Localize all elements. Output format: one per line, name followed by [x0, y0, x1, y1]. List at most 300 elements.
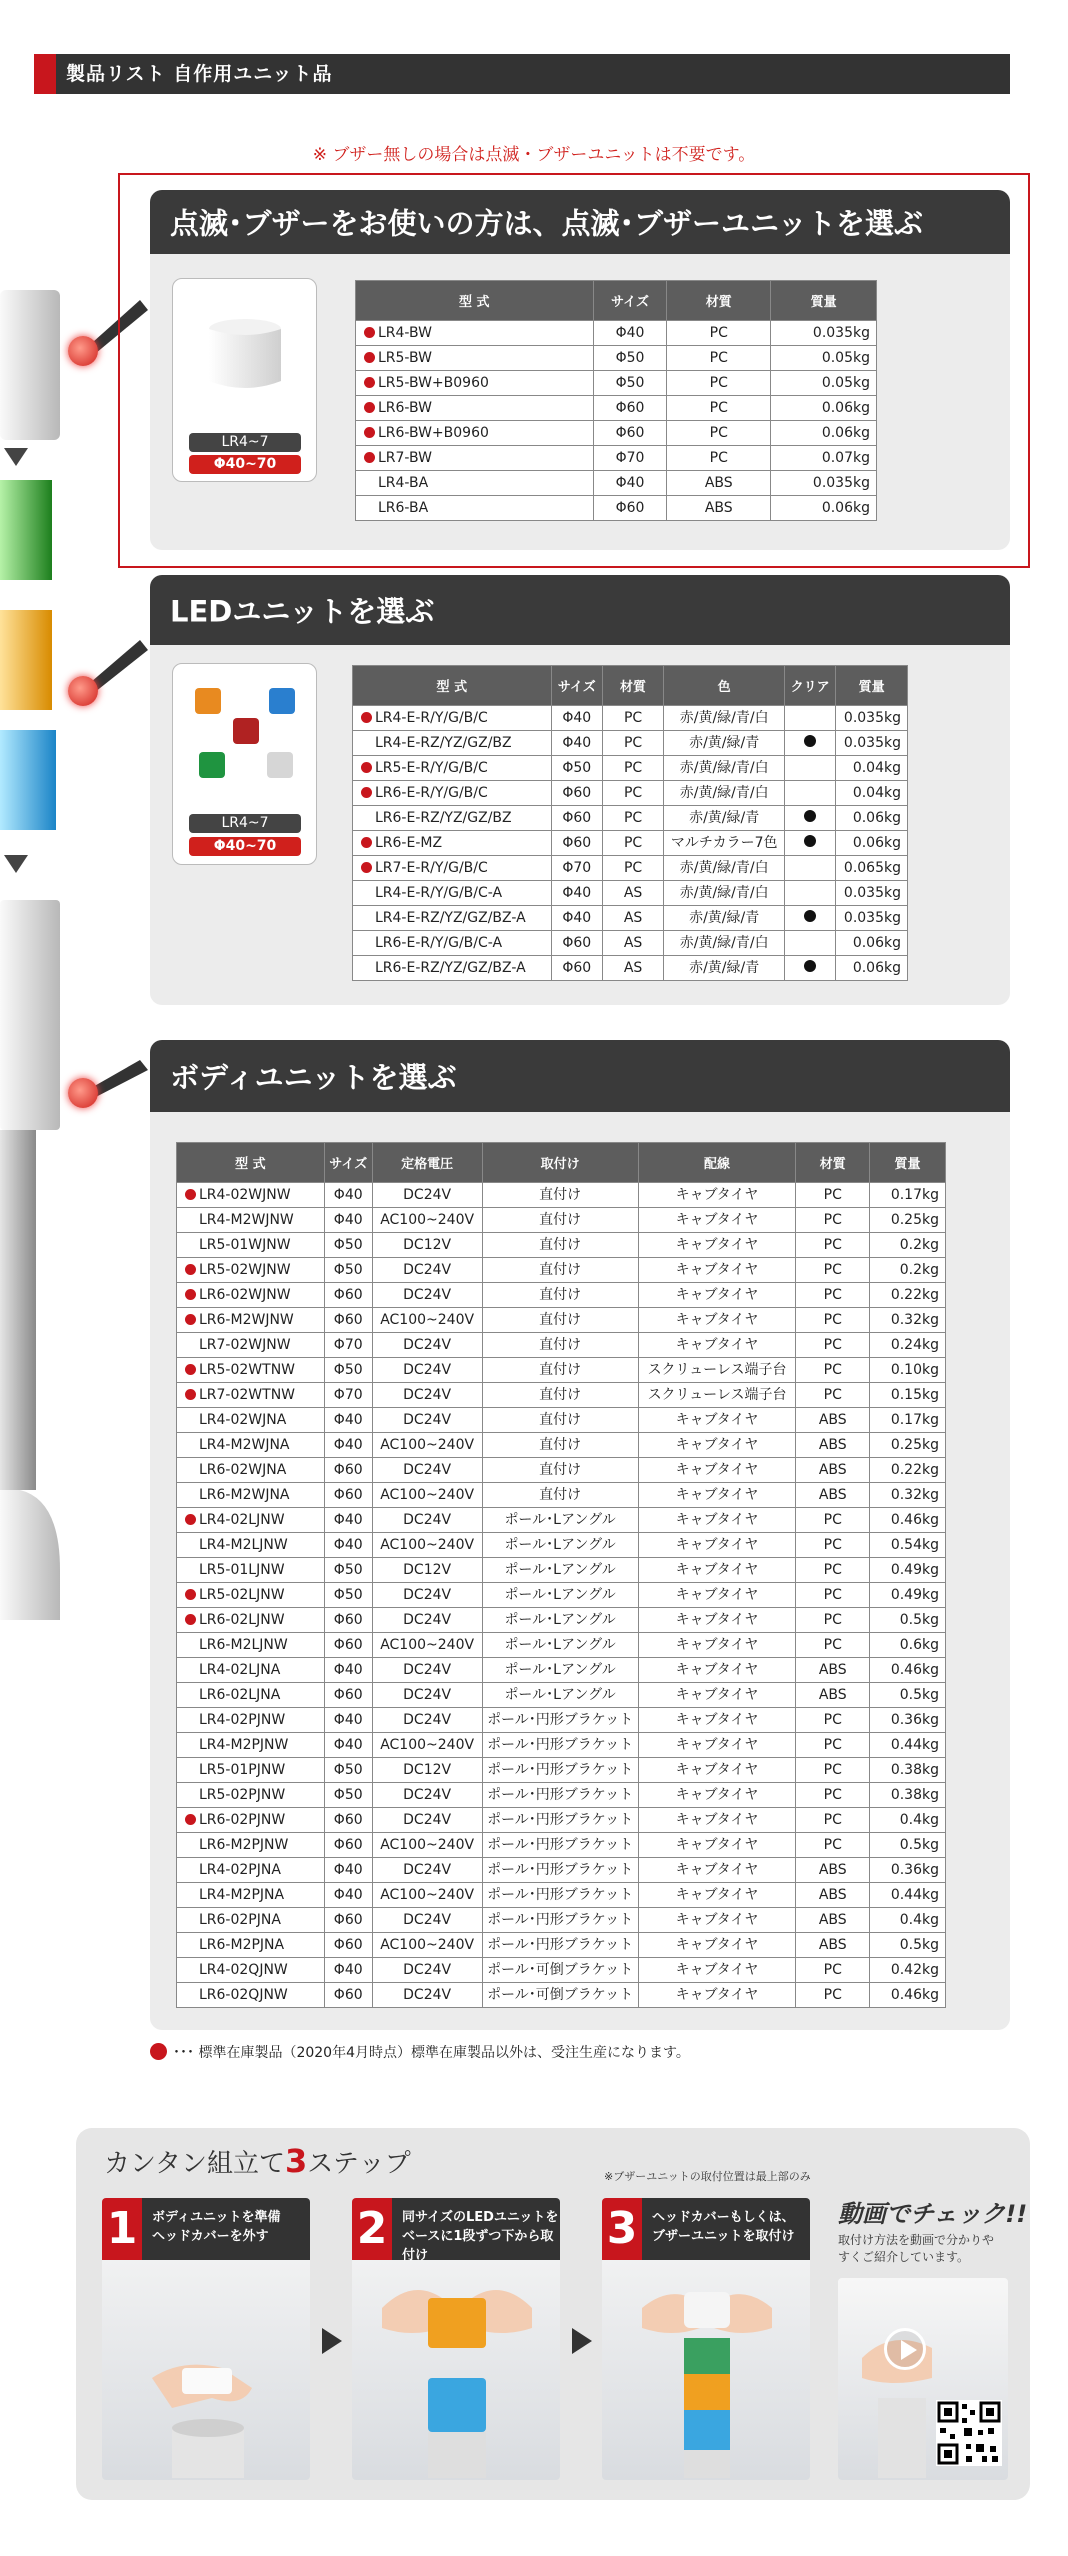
cell-voltage: DC24V: [372, 1583, 482, 1608]
cell-voltage: DC24V: [372, 1508, 482, 1533]
stock-dot-icon: [361, 762, 372, 773]
cell-model: [177, 1208, 325, 1233]
cell-material: PC: [667, 446, 771, 471]
cell-material: PC: [602, 831, 663, 856]
cell-voltage: DC24V: [372, 1708, 482, 1733]
cell-model: [177, 1958, 325, 1983]
cell-color: 赤/黄/緑/青/白: [664, 931, 785, 956]
col-material: 材質: [667, 281, 771, 321]
cell-wiring: キャブタイヤ: [638, 1708, 796, 1733]
table-row: [177, 1558, 946, 1583]
cell-model: [177, 1483, 325, 1508]
cell-mass: 0.4kg: [870, 1908, 946, 1933]
table-row: [177, 1883, 946, 1908]
cell-model: [356, 346, 594, 371]
cell-mass: 0.17kg: [870, 1183, 946, 1208]
cell-mount: ポール･Lアングル: [482, 1583, 638, 1608]
cell-wiring: キャブタイヤ: [638, 1233, 796, 1258]
step-3-card: [602, 2198, 810, 2480]
cell-size: Φ70: [324, 1333, 372, 1358]
cell-size: Φ60: [324, 1633, 372, 1658]
cell-mount: ポール･円形ブラケット: [482, 1833, 638, 1858]
cell-size: Φ40: [324, 1858, 372, 1883]
cell-model: [356, 371, 594, 396]
cell-material: PC: [602, 731, 663, 756]
cell-mass: 0.5kg: [870, 1608, 946, 1633]
cell-mass: 0.36kg: [870, 1858, 946, 1883]
cell-voltage: DC24V: [372, 1408, 482, 1433]
cell-material: ABS: [667, 471, 771, 496]
cell-color: 赤/黄/緑/青: [664, 731, 785, 756]
cell-wiring: スクリューレス端子台: [638, 1358, 796, 1383]
cell-mass: 0.17kg: [870, 1408, 946, 1433]
cell-model: [177, 1333, 325, 1358]
cell-material: ABS: [796, 1883, 870, 1908]
model-text: LR5-02WJNW: [199, 1262, 291, 1278]
cell-clear: [785, 906, 836, 931]
cell-wiring: キャブタイヤ: [638, 1658, 796, 1683]
cell-mount: ポール･円形ブラケット: [482, 1708, 638, 1733]
cell-mount: 直付け: [482, 1258, 638, 1283]
cell-mass: 0.5kg: [870, 1683, 946, 1708]
cell-material: PC: [796, 1958, 870, 1983]
model-text: LR7-BW: [378, 450, 432, 466]
buzzer-note: ※ ブザー無しの場合は点滅・ブザーユニットは不要です。: [312, 145, 756, 165]
cell-material: PC: [667, 346, 771, 371]
cell-voltage: DC24V: [372, 1908, 482, 1933]
header-accent: [34, 54, 56, 94]
cell-model: [356, 421, 594, 446]
model-text: LR4-M2PJNA: [199, 1887, 285, 1903]
cell-model: [353, 781, 552, 806]
table-row: [177, 1608, 946, 1633]
cell-clear: [785, 881, 836, 906]
cell-size: Φ50: [324, 1258, 372, 1283]
stock-dot-icon: [364, 452, 375, 463]
stock-dot-icon: [185, 1364, 196, 1375]
cell-material: ABS: [796, 1408, 870, 1433]
step-2-card: [352, 2198, 560, 2480]
step-1-card: [102, 2198, 310, 2480]
cell-material: PC: [796, 1558, 870, 1583]
cell-mass: 0.04kg: [836, 781, 908, 806]
cell-mass: 0.06kg: [836, 831, 908, 856]
led-label-size: Φ40~70: [189, 837, 301, 856]
model-text: LR4-02WJNA: [199, 1412, 287, 1428]
model-text: LR6-BW+B0960: [378, 425, 489, 441]
step-3-line2: ブザーユニットを取付け: [652, 2229, 795, 2244]
col-model: 型 式: [177, 1143, 325, 1183]
cell-mass: 0.06kg: [836, 956, 908, 981]
cell-voltage: DC24V: [372, 1783, 482, 1808]
video-card[interactable]: [838, 2278, 1008, 2480]
model-text: LR4-M2LJNW: [199, 1537, 288, 1553]
cell-mount: ポール･Lアングル: [482, 1608, 638, 1633]
buzzer-product-card: [172, 278, 317, 482]
cell-wiring: キャブタイヤ: [638, 1758, 796, 1783]
cell-mass: 0.04kg: [836, 756, 908, 781]
table-row: [177, 1658, 946, 1683]
cell-clear: [785, 931, 836, 956]
cell-voltage: DC24V: [372, 1333, 482, 1358]
play-icon[interactable]: [884, 2328, 926, 2370]
cell-wiring: キャブタイヤ: [638, 1608, 796, 1633]
table-row: [177, 1258, 946, 1283]
cell-model: [177, 1708, 325, 1733]
model-text: LR6-E-MZ: [375, 835, 443, 851]
led-product-card: [172, 663, 317, 865]
cell-model: [177, 1658, 325, 1683]
model-text: LR5-01LJNW: [199, 1562, 285, 1578]
cell-material: PC: [796, 1708, 870, 1733]
cell-mass: 0.25kg: [870, 1208, 946, 1233]
cell-size: Φ70: [551, 856, 602, 881]
model-text: LR7-02WTNW: [199, 1387, 296, 1403]
cell-mount: ポール･Lアングル: [482, 1558, 638, 1583]
cell-voltage: DC24V: [372, 1383, 482, 1408]
cell-material: PC: [796, 1533, 870, 1558]
cell-size: Φ50: [593, 371, 667, 396]
table-row: [177, 1383, 946, 1408]
cell-material: PC: [796, 1733, 870, 1758]
cell-size: Φ60: [324, 1608, 372, 1633]
cell-model: [353, 956, 552, 981]
model-text: LR5-BW: [378, 350, 432, 366]
cell-size: Φ70: [324, 1383, 372, 1408]
cell-material: PC: [667, 421, 771, 446]
assembly-steps-panel: [76, 2128, 1030, 2500]
model-text: LR6-E-RZ/YZ/GZ/BZ: [375, 810, 512, 826]
cell-material: PC: [796, 1308, 870, 1333]
cell-material: PC: [796, 1258, 870, 1283]
cell-material: AS: [602, 956, 663, 981]
cell-size: Φ50: [324, 1358, 372, 1383]
cell-model: [356, 446, 594, 471]
qr-code-icon[interactable]: [936, 2400, 1002, 2466]
cell-mount: ポール･円形ブラケット: [482, 1883, 638, 1908]
cell-voltage: AC100~240V: [372, 1633, 482, 1658]
table-row: [353, 781, 908, 806]
cell-color: マルチカラー7色: [664, 831, 785, 856]
clear-dot-icon: [804, 910, 816, 922]
cell-model: [177, 1683, 325, 1708]
cell-mount: ポール･可倒ブラケット: [482, 1983, 638, 2008]
model-text: LR6-M2PJNA: [199, 1937, 285, 1953]
model-text: LR5-01PJNW: [199, 1762, 286, 1778]
model-text: LR6-02PJNW: [199, 1812, 286, 1828]
cell-mass: 0.10kg: [870, 1358, 946, 1383]
cell-material: PC: [602, 706, 663, 731]
cell-voltage: AC100~240V: [372, 1308, 482, 1333]
pointer-dot-body: [68, 1078, 98, 1108]
cell-material: ABS: [796, 1858, 870, 1883]
cell-color: 赤/黄/緑/青/白: [664, 756, 785, 781]
cell-model: [177, 1608, 325, 1633]
table-row: [356, 471, 877, 496]
body-section-header: [150, 1040, 1010, 1112]
cell-material: PC: [796, 1333, 870, 1358]
table-row: [353, 881, 908, 906]
model-text: LR4-M2WJNA: [199, 1437, 290, 1453]
col-size: サイズ: [593, 281, 667, 321]
model-text: LR4-02PJNA: [199, 1862, 281, 1878]
cell-material: ABS: [796, 1933, 870, 1958]
col-clear: クリア: [785, 666, 836, 706]
cell-wiring: キャブタイヤ: [638, 1508, 796, 1533]
col-mass: 質量: [870, 1143, 946, 1183]
pointer-dot-led: [68, 676, 98, 706]
cell-size: Φ60: [551, 931, 602, 956]
cell-size: Φ40: [551, 706, 602, 731]
video-text-line2: すくご紹介しています。: [838, 2250, 970, 2264]
cell-material: PC: [602, 856, 663, 881]
model-text: LR6-BW: [378, 400, 432, 416]
cell-size: Φ60: [324, 1908, 372, 1933]
cell-model: [353, 906, 552, 931]
cell-model: [177, 1933, 325, 1958]
cell-model: [177, 1458, 325, 1483]
cell-wiring: キャブタイヤ: [638, 1308, 796, 1333]
cell-model: [353, 756, 552, 781]
cell-material: ABS: [796, 1683, 870, 1708]
body-table: [176, 1142, 946, 2008]
buzzer-label-model: LR4~7: [189, 433, 301, 452]
cell-size: Φ50: [324, 1583, 372, 1608]
stock-dot-icon: [185, 1189, 196, 1200]
cell-mount: ポール･Lアングル: [482, 1658, 638, 1683]
model-text: LR7-E-R/Y/G/B/C: [375, 860, 488, 876]
cell-material: ABS: [796, 1483, 870, 1508]
stock-dot-icon: [185, 1589, 196, 1600]
cell-model: [177, 1533, 325, 1558]
cell-mount: 直付け: [482, 1383, 638, 1408]
cell-size: Φ70: [593, 446, 667, 471]
stock-dot-icon: [185, 1264, 196, 1275]
cell-wiring: キャブタイヤ: [638, 1533, 796, 1558]
model-text: LR6-M2PJNW: [199, 1837, 289, 1853]
step-3-line1: ヘッドカバーもしくは、: [652, 2210, 795, 2225]
model-text: LR6-02LJNA: [199, 1687, 281, 1703]
table-row: [177, 1983, 946, 2008]
stock-dot-icon: [185, 1389, 196, 1400]
cell-model: [177, 1858, 325, 1883]
video-title: 動画でチェック!!: [838, 2200, 1028, 2228]
table-row: [177, 1508, 946, 1533]
cell-mount: ポール･可倒ブラケット: [482, 1958, 638, 1983]
cell-wiring: キャブタイヤ: [638, 1433, 796, 1458]
cell-material: PC: [667, 371, 771, 396]
cell-size: Φ60: [551, 956, 602, 981]
cell-model: [356, 496, 594, 521]
cell-voltage: AC100~240V: [372, 1533, 482, 1558]
table-row: [177, 1958, 946, 1983]
cell-wiring: キャブタイヤ: [638, 1208, 796, 1233]
stock-legend-text: ･･･ 標準在庫製品（2020年4月時点）標準在庫製品以外は、受注生産になります。: [173, 2045, 690, 2061]
cell-model: [353, 831, 552, 856]
cell-color: 赤/黄/緑/青/白: [664, 856, 785, 881]
cell-wiring: キャブタイヤ: [638, 1558, 796, 1583]
table-row: [177, 1708, 946, 1733]
step-2-line2: ベースに1段ずつ下から取付け: [402, 2229, 554, 2263]
stock-dot-icon: [361, 837, 372, 848]
cell-material: ABS: [796, 1458, 870, 1483]
cell-model: [353, 706, 552, 731]
model-text: LR6-02QJNW: [199, 1987, 288, 2003]
steps-note: ※ブザーユニットの取付位置は最上部のみ: [604, 2170, 811, 2183]
table-row: [353, 831, 908, 856]
cell-mass: 0.035kg: [836, 706, 908, 731]
cell-wiring: キャブタイヤ: [638, 1258, 796, 1283]
cell-size: Φ40: [551, 731, 602, 756]
model-text: LR6-02WJNA: [199, 1462, 287, 1478]
cell-wiring: キャブタイヤ: [638, 1683, 796, 1708]
cell-mount: ポール･円形ブラケット: [482, 1783, 638, 1808]
cell-mount: 直付け: [482, 1183, 638, 1208]
page-title: 製品リスト 自作用ユニット品: [66, 63, 333, 85]
col-mass: 質量: [836, 666, 908, 706]
cell-size: Φ40: [324, 1183, 372, 1208]
led-table: [352, 665, 908, 981]
cell-mass: 0.24kg: [870, 1333, 946, 1358]
table-row: [177, 1908, 946, 1933]
cell-material: PC: [796, 1508, 870, 1533]
table-row: [177, 1733, 946, 1758]
cell-voltage: AC100~240V: [372, 1833, 482, 1858]
steps-title-number: 3: [284, 2142, 308, 2180]
cell-material: PC: [796, 1833, 870, 1858]
cell-material: PC: [667, 321, 771, 346]
table-row: [177, 1758, 946, 1783]
model-text: LR4-02QJNW: [199, 1962, 288, 1978]
led-section-header: [150, 575, 1010, 645]
cell-mass: 0.07kg: [771, 446, 877, 471]
model-text: LR6-E-RZ/YZ/GZ/BZ-A: [375, 960, 526, 976]
table-row: [353, 856, 908, 881]
model-text: LR4-02LJNW: [199, 1512, 285, 1528]
cell-mount: ポール･Lアングル: [482, 1533, 638, 1558]
steps-title: [104, 2142, 411, 2180]
table-row: [177, 1833, 946, 1858]
cell-voltage: DC24V: [372, 1808, 482, 1833]
table-row: [177, 1233, 946, 1258]
body-section: [150, 1040, 1010, 2030]
cell-color: 赤/黄/緑/青: [664, 806, 785, 831]
cell-material: PC: [796, 1758, 870, 1783]
model-text: LR5-02WTNW: [199, 1362, 296, 1378]
cell-model: [177, 1233, 325, 1258]
stock-dot-icon: [361, 787, 372, 798]
cell-material: PC: [796, 1358, 870, 1383]
cell-wiring: キャブタイヤ: [638, 1783, 796, 1808]
model-text: LR4-BW: [378, 325, 432, 341]
cell-mass: 0.06kg: [836, 931, 908, 956]
cell-size: Φ60: [324, 1983, 372, 2008]
cell-mass: 0.46kg: [870, 1508, 946, 1533]
cell-model: [356, 396, 594, 421]
cell-voltage: DC12V: [372, 1558, 482, 1583]
table-row: [177, 1533, 946, 1558]
cell-wiring: キャブタイヤ: [638, 1633, 796, 1658]
led-unit-image: [189, 682, 303, 796]
table-row: [177, 1483, 946, 1508]
cell-color: 赤/黄/緑/青: [664, 906, 785, 931]
cell-material: PC: [796, 1233, 870, 1258]
cell-mount: 直付け: [482, 1433, 638, 1458]
cell-mount: ポール･Lアングル: [482, 1633, 638, 1658]
cell-voltage: DC24V: [372, 1658, 482, 1683]
cell-mass: 0.06kg: [771, 396, 877, 421]
cell-size: Φ60: [324, 1833, 372, 1858]
cell-mass: 0.46kg: [870, 1658, 946, 1683]
buzzer-unit-image: [205, 315, 285, 395]
stock-dot-icon: [364, 327, 375, 338]
clear-dot-icon: [804, 960, 816, 972]
video-text-line1: 取付け方法を動画で分かりや: [838, 2233, 995, 2247]
table-row: [353, 956, 908, 981]
stock-dot-icon: [185, 1814, 196, 1825]
table-row: [356, 346, 877, 371]
cell-size: Φ40: [551, 906, 602, 931]
cell-size: Φ40: [593, 321, 667, 346]
cell-clear: [785, 731, 836, 756]
cell-model: [177, 1583, 325, 1608]
buzzer-section-title: 点滅･ブザーをお使いの方は、点滅･ブザーユニットを選ぶ: [170, 206, 923, 241]
model-text: LR5-02LJNW: [199, 1587, 285, 1603]
table-row: [177, 1808, 946, 1833]
cell-mass: 0.15kg: [870, 1383, 946, 1408]
cell-material: PC: [796, 1208, 870, 1233]
table-row: [177, 1683, 946, 1708]
buzzer-label-size: Φ40~70: [189, 455, 301, 474]
col-model: 型 式: [356, 281, 594, 321]
cell-mass: 0.035kg: [836, 906, 908, 931]
model-text: LR6-M2WJNW: [199, 1312, 294, 1328]
col-wiring: 配線: [638, 1143, 796, 1183]
cell-size: Φ50: [324, 1783, 372, 1808]
model-text: LR4-BA: [378, 475, 429, 491]
cell-voltage: DC24V: [372, 1983, 482, 2008]
buzzer-section: [150, 190, 1010, 550]
cell-size: Φ60: [551, 831, 602, 856]
cell-wiring: キャブタイヤ: [638, 1983, 796, 2008]
led-label-model: LR4~7: [189, 814, 301, 833]
cell-mass: 0.065kg: [836, 856, 908, 881]
cell-size: Φ40: [324, 1533, 372, 1558]
cell-size: Φ40: [324, 1883, 372, 1908]
cell-size: Φ40: [324, 1733, 372, 1758]
cell-size: Φ60: [551, 806, 602, 831]
cell-material: PC: [667, 396, 771, 421]
cell-model: [177, 1758, 325, 1783]
cell-color: 赤/黄/緑/青/白: [664, 881, 785, 906]
cell-size: Φ50: [551, 756, 602, 781]
cell-material: PC: [796, 1633, 870, 1658]
cell-model: [356, 321, 594, 346]
cell-mass: 0.05kg: [771, 346, 877, 371]
cell-material: PC: [602, 781, 663, 806]
cell-material: PC: [796, 1783, 870, 1808]
cell-mass: 0.38kg: [870, 1783, 946, 1808]
cell-mass: 0.32kg: [870, 1483, 946, 1508]
col-model: 型 式: [353, 666, 552, 706]
cell-clear: [785, 781, 836, 806]
cell-size: Φ60: [593, 396, 667, 421]
cell-voltage: DC24V: [372, 1183, 482, 1208]
stock-dot-icon: [150, 2043, 167, 2060]
cell-voltage: DC24V: [372, 1958, 482, 1983]
clear-dot-icon: [804, 810, 816, 822]
col-voltage: 定格電圧: [372, 1143, 482, 1183]
